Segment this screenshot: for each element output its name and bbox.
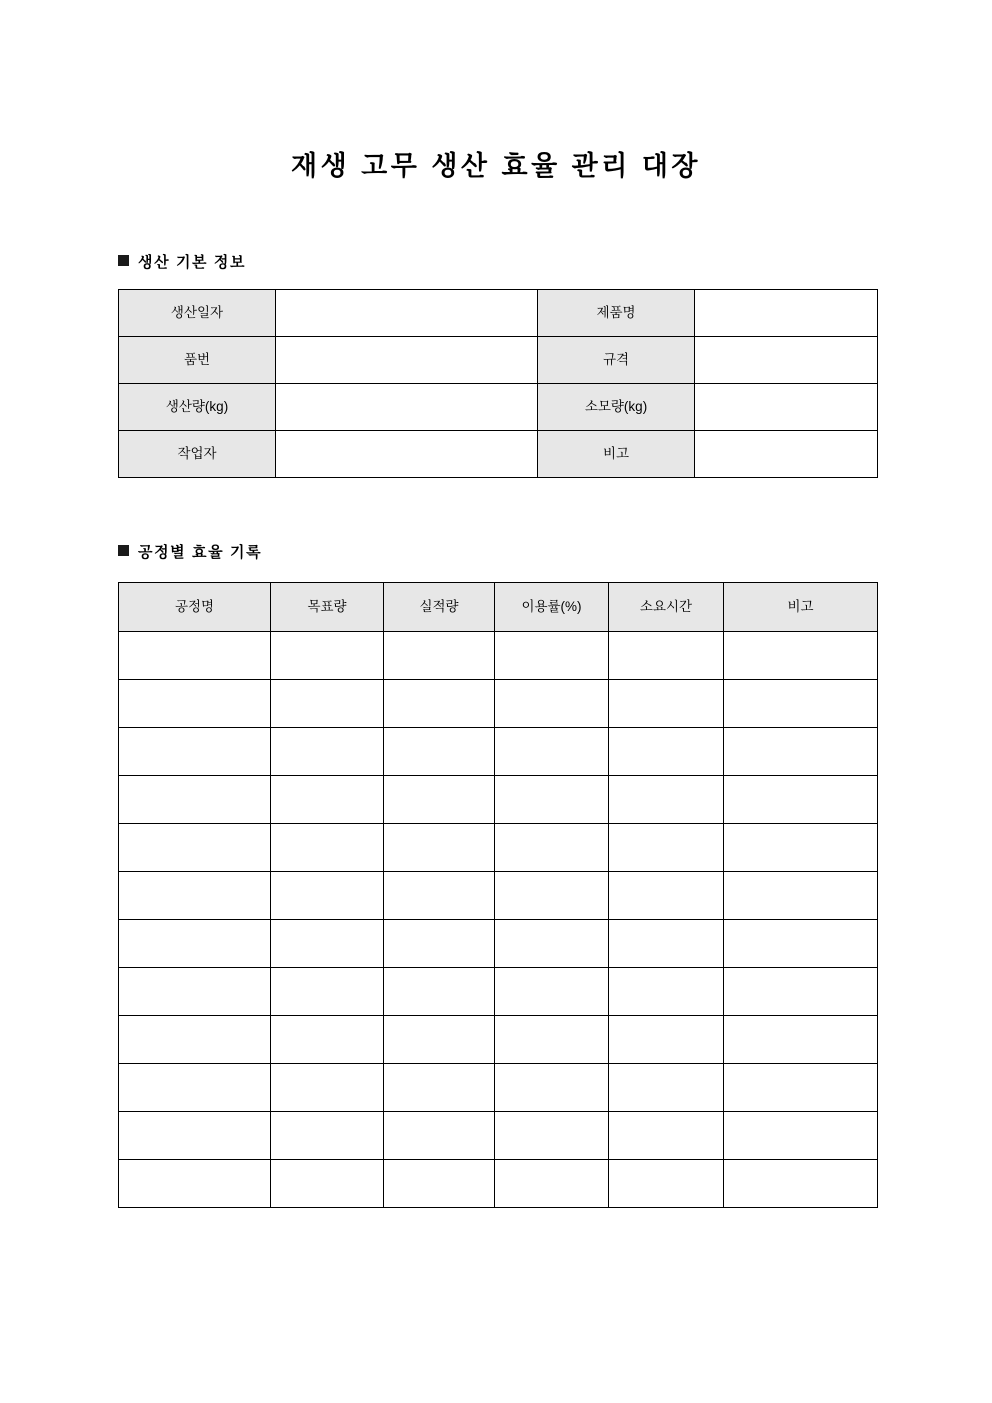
cell-target-quantity[interactable] (271, 920, 384, 968)
cell-remarks[interactable] (724, 1064, 878, 1112)
field-value-remarks[interactable] (695, 431, 878, 478)
cell-utilization-rate[interactable] (495, 872, 609, 920)
field-label-product-name: 제품명 (538, 290, 695, 337)
cell-process-name[interactable] (119, 728, 271, 776)
cell-actual-quantity[interactable] (384, 920, 495, 968)
cell-actual-quantity[interactable] (384, 968, 495, 1016)
cell-remarks[interactable] (724, 968, 878, 1016)
cell-utilization-rate[interactable] (495, 824, 609, 872)
field-label-production-date: 생산일자 (119, 290, 276, 337)
field-value-production-date[interactable] (276, 290, 538, 337)
cell-actual-quantity[interactable] (384, 1016, 495, 1064)
column-header-remarks: 비고 (724, 583, 878, 632)
cell-process-name[interactable] (119, 968, 271, 1016)
cell-remarks[interactable] (724, 1112, 878, 1160)
section-heading-basic-info (118, 251, 246, 272)
field-value-consumption-quantity[interactable] (695, 384, 878, 431)
field-label-item-number: 품번 (119, 337, 276, 384)
cell-remarks[interactable] (724, 872, 878, 920)
cell-required-time[interactable] (609, 872, 724, 920)
field-value-production-quantity[interactable] (276, 384, 538, 431)
cell-required-time[interactable] (609, 728, 724, 776)
field-label-operator: 작업자 (119, 431, 276, 478)
cell-required-time[interactable] (609, 1112, 724, 1160)
section-heading-process-log-label: 공정별 효율 기록 (138, 544, 263, 561)
cell-required-time[interactable] (609, 1064, 724, 1112)
cell-actual-quantity[interactable] (384, 1112, 495, 1160)
basic-info-table-body (119, 290, 878, 478)
cell-required-time[interactable] (609, 920, 724, 968)
cell-target-quantity[interactable] (271, 1016, 384, 1064)
cell-process-name[interactable] (119, 776, 271, 824)
cell-required-time[interactable] (609, 968, 724, 1016)
table-row (119, 1160, 878, 1208)
table-row (119, 824, 878, 872)
cell-actual-quantity[interactable] (384, 632, 495, 680)
cell-actual-quantity[interactable] (384, 824, 495, 872)
table-row (119, 872, 878, 920)
cell-target-quantity[interactable] (271, 776, 384, 824)
cell-utilization-rate[interactable] (495, 632, 609, 680)
cell-utilization-rate[interactable] (495, 680, 609, 728)
cell-required-time[interactable] (609, 632, 724, 680)
field-value-specification[interactable] (695, 337, 878, 384)
column-header-required-time: 소요시간 (609, 583, 724, 632)
cell-target-quantity[interactable] (271, 728, 384, 776)
section-heading-process-log (118, 541, 262, 562)
cell-utilization-rate[interactable] (495, 1016, 609, 1064)
cell-target-quantity[interactable] (271, 680, 384, 728)
cell-actual-quantity[interactable] (384, 728, 495, 776)
cell-process-name[interactable] (119, 680, 271, 728)
table-row (119, 920, 878, 968)
filled-square-bullet-icon (118, 255, 129, 266)
cell-remarks[interactable] (724, 776, 878, 824)
table-row (119, 1112, 878, 1160)
page-title: 재생 고무 생산 효율 관리 대장 (291, 151, 701, 182)
cell-remarks[interactable] (724, 680, 878, 728)
field-label-production-quantity: 생산량(kg) (119, 384, 276, 431)
column-header-target-quantity: 목표량 (271, 583, 384, 632)
column-header-actual-quantity: 실적량 (384, 583, 495, 632)
field-label-remarks: 비고 (538, 431, 695, 478)
cell-actual-quantity[interactable] (384, 872, 495, 920)
cell-utilization-rate[interactable] (495, 968, 609, 1016)
table-row (119, 1064, 878, 1112)
table-row (119, 968, 878, 1016)
cell-process-name[interactable] (119, 1160, 271, 1208)
cell-utilization-rate[interactable] (495, 1064, 609, 1112)
cell-remarks[interactable] (724, 920, 878, 968)
cell-target-quantity[interactable] (271, 824, 384, 872)
cell-utilization-rate[interactable] (495, 920, 609, 968)
process-efficiency-table (118, 582, 878, 1208)
column-header-utilization-rate: 이용률(%) (495, 583, 609, 632)
table-row (119, 680, 878, 728)
cell-target-quantity[interactable] (271, 872, 384, 920)
filled-square-bullet-icon (118, 545, 129, 556)
cell-required-time[interactable] (609, 1016, 724, 1064)
cell-target-quantity[interactable] (271, 968, 384, 1016)
column-header-process-name: 공정명 (119, 583, 271, 632)
table-header-row (119, 583, 878, 632)
cell-actual-quantity[interactable] (384, 1160, 495, 1208)
cell-actual-quantity[interactable] (384, 776, 495, 824)
cell-utilization-rate[interactable] (495, 1112, 609, 1160)
cell-remarks[interactable] (724, 728, 878, 776)
cell-required-time[interactable] (609, 680, 724, 728)
cell-process-name[interactable] (119, 872, 271, 920)
table-row (119, 431, 878, 478)
table-row (119, 632, 878, 680)
cell-target-quantity[interactable] (271, 1064, 384, 1112)
section-heading-basic-info-label: 생산 기본 정보 (138, 254, 247, 271)
cell-process-name[interactable] (119, 824, 271, 872)
cell-actual-quantity[interactable] (384, 1064, 495, 1112)
process-efficiency-table-body (119, 632, 878, 1208)
table-row (119, 728, 878, 776)
cell-utilization-rate[interactable] (495, 776, 609, 824)
cell-remarks[interactable] (724, 1016, 878, 1064)
table-row (119, 776, 878, 824)
table-row (119, 290, 878, 337)
cell-utilization-rate[interactable] (495, 728, 609, 776)
cell-required-time[interactable] (609, 776, 724, 824)
field-value-product-name[interactable] (695, 290, 878, 337)
cell-target-quantity[interactable] (271, 1160, 384, 1208)
process-efficiency-table-head (119, 583, 878, 632)
field-label-specification: 규격 (538, 337, 695, 384)
cell-remarks[interactable] (724, 632, 878, 680)
cell-utilization-rate[interactable] (495, 1160, 609, 1208)
cell-target-quantity[interactable] (271, 1112, 384, 1160)
cell-process-name[interactable] (119, 632, 271, 680)
cell-required-time[interactable] (609, 1160, 724, 1208)
field-label-consumption-quantity: 소모량(kg) (538, 384, 695, 431)
table-row (119, 337, 878, 384)
cell-remarks[interactable] (724, 824, 878, 872)
cell-required-time[interactable] (609, 824, 724, 872)
cell-process-name[interactable] (119, 1064, 271, 1112)
basic-info-table (118, 289, 878, 478)
cell-remarks[interactable] (724, 1160, 878, 1208)
cell-process-name[interactable] (119, 1016, 271, 1064)
cell-actual-quantity[interactable] (384, 680, 495, 728)
field-value-operator[interactable] (276, 431, 538, 478)
table-row (119, 1016, 878, 1064)
cell-process-name[interactable] (119, 920, 271, 968)
cell-target-quantity[interactable] (271, 632, 384, 680)
cell-process-name[interactable] (119, 1112, 271, 1160)
field-value-item-number[interactable] (276, 337, 538, 384)
table-row (119, 384, 878, 431)
